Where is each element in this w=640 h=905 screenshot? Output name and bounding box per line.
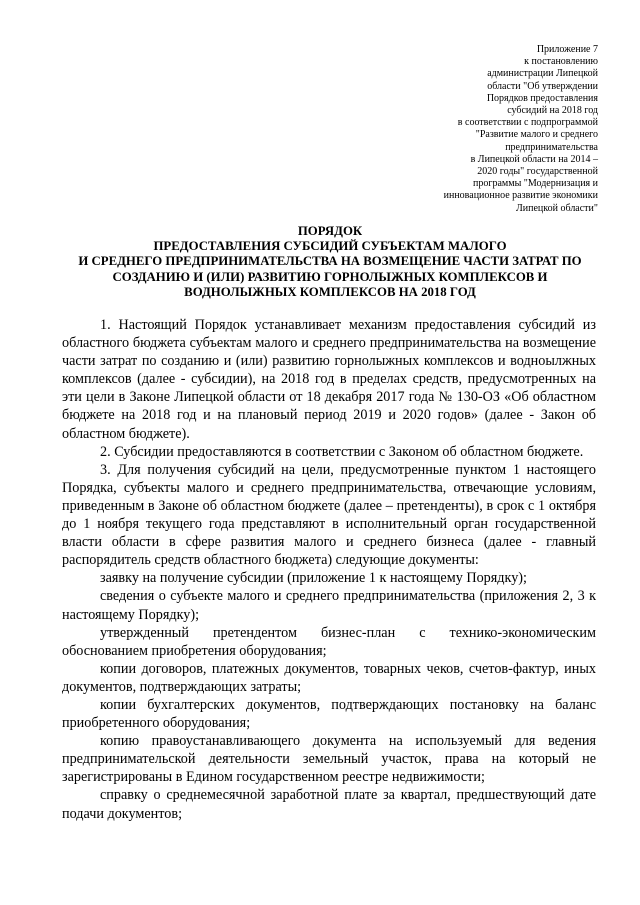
title-line: И СРЕДНЕГО ПРЕДПРИНИМАТЕЛЬСТВА НА ВОЗМЕЩЕНИЕ ЧАСТИ ЗАТРАТ ПО: [78, 254, 582, 269]
document-title: [62, 224, 598, 300]
list-item-application: заявку на получение субсидии (приложение 1 к настоящему Порядку);: [100, 570, 527, 587]
appendix-line: инновационное развитие экономики: [443, 190, 598, 202]
list-item-business-info: сведения о субъекте малого и среднего предпринимательства (приложения 2, 3 к настоящему Порядку);: [62, 588, 596, 623]
appendix-line: администрации Липецкой: [487, 68, 598, 80]
paragraph-2: 2. Субсидии предоставляются в соответствии с Законом об областном бюджете.: [100, 443, 584, 460]
document-body: [62, 316, 596, 823]
list-item-accounting-docs: копии бухгалтерских документов, подтверждающих постановку на баланс приобретенного оборудования;: [62, 696, 596, 732]
appendix-line: Порядков предоставления: [486, 92, 598, 104]
appendix-line: программы "Модернизация и: [473, 178, 598, 190]
appendix-note: [348, 44, 598, 215]
title-line: СОЗДАНИЮ И (ИЛИ) РАЗВИТИЮ ГОРНОЛЫЖНЫХ КОМПЛЕКСОВ И: [112, 269, 548, 284]
title-line: ПРЕДОСТАВЛЕНИЯ СУБСИДИЙ СУБЪЕКТАМ МАЛОГО: [153, 239, 507, 254]
appendix-line: в Липецкой области на 2014 –: [470, 153, 598, 165]
list-item-salary-certificate: справку о среднемесячной заработной плате за квартал, предшествующий дате подачи документов;: [62, 787, 596, 822]
appendix-line: области "Об утверждении: [487, 80, 598, 92]
list-item-contracts: копии договоров, платежных документов, товарных чеков, счетов-фактур, иных документов, подтверждающих затраты;: [62, 660, 596, 695]
appendix-line: "Развитие малого и среднего: [475, 129, 598, 141]
list-item-business-plan: утвержденный претендентом бизнес-план с технико-экономическим обоснованием приобретения оборудования;: [62, 624, 596, 659]
appendix-line: предпринимательства: [505, 141, 598, 153]
paragraph-3: 3. Для получения субсидий на цели, предусмотренные пунктом 1 настоящего Порядка, субъекты малого и среднего предпринимательства, отвечающие условиям, приведенным в Законе об областном бюджете (далее – претенденты), в срок с 1 октября до 1 ноября текущего года представляют в исполнительный орган государственной власти области в сфере развития малого и среднего бизнеса (далее - главный распорядитель средств областного бюджета) следующие документы:: [62, 461, 596, 569]
title-line: ВОДНОЛЫЖНЫХ КОМПЛЕКСОВ НА 2018 ГОД: [184, 284, 476, 299]
appendix-line: к постановлению: [524, 56, 598, 68]
list-item-land-docs: копию правоустанавливающего документа на используемый для ведения предпринимательской деятельности земельный участок, права на который не зарегистрированы в Едином государственном реестре недвижимости;: [62, 733, 596, 786]
appendix-line: Липецкой области": [516, 202, 598, 214]
paragraph-1: 1. Настоящий Порядок устанавливает механизм предоставления субсидий из областного бюджета субъектам малого и среднего предпринимательства на возмещение части затрат по созданию и (или) развитию горнолыжных комплексов и водноылжных комплексов (далее - субсидии), на 2018 год в пределах средств, предусмотренных на эти цели в Законе Липецкой области от 18 декабря 2017 года № 130-ОЗ «Об областном бюджете на 2018 год и на плановый период 2019 и 2020 годов» (далее - Закон об областном бюджете).: [62, 317, 596, 442]
appendix-line: 2020 годы" государственной: [477, 166, 598, 178]
appendix-line: в соответствии с подпрограммой: [457, 117, 598, 129]
appendix-line: Приложение 7: [536, 44, 598, 55]
title-line: ПОРЯДОК: [297, 224, 363, 238]
appendix-line: субсидий на 2018 год: [507, 105, 598, 117]
